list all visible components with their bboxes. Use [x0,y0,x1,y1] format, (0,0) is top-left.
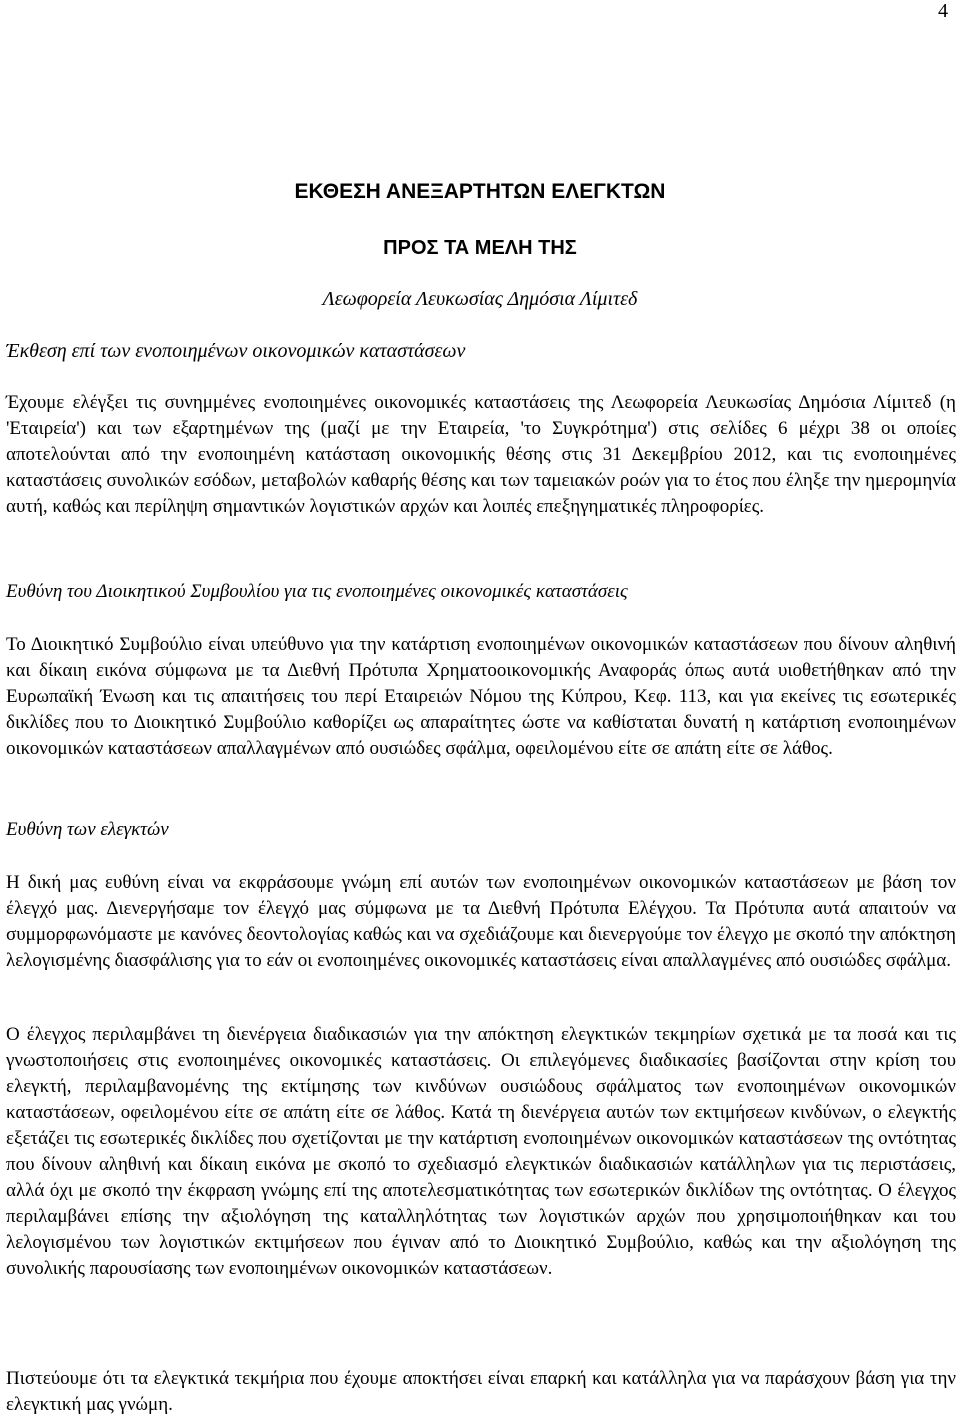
auditors-paragraph-1: Η δική μας ευθύνη είναι να εκφράσουμε γνώμη επί αυτών των ενοποιημένων οικονομικών καταστάσεων με βάση τον έλεγχό μας. Διενεργήσαμε τον έλεγχό μας σύμφωνα με τα Διεθνή Πρότυπα Ελέγχου. Τα Πρότυπα αυτά απαιτούν να συμμορφωνόμαστε με κανόνες δεοντολογίας καθώς και να σχεδιάζουμε και διενεργούμε τον έλεγχο με σκοπό την απόκτηση λελογισμένης διασφάλισης για το εάν οι ενοποιημένες οικονομικές καταστάσεις είναι απαλλαγμένες από ουσιώδες σφάλμα. [6,872,956,971]
auditors-paragraph-2: Ο έλεγχος περιλαμβάνει τη διενέργεια διαδικασιών για την απόκτηση ελεγκτικών τεκμηρίων σχετικά με τα ποσά και τις γνωστοποιήσεις στις ενοποιημένες οικονομικές καταστάσεις. Οι επιλεγόμενες διαδικασίες βασίζονται στην κρίση του ελεγκτή, περιλαμβανομένης της εκτίμησης των κινδύνων ουσιώδους σφάλματος των ενοποιημένων οικονομικών καταστάσεων, οφειλομένου είτε σε απάτη είτε σε λάθος. Κατά τη διενέργεια αυτών των εκτιμήσεων κινδύνων, ο ελεγκτής εξετάζει τις εσωτερικές δικλίδες που σχετίζονται με την κατάρτιση ενοποιημένων οικονομικών καταστάσεων της οντότητας που δίνουν αληθινή και δίκαιη εικόνα με σκοπό το σχεδιασμό ελεγκτικών διαδικασιών κατάλληλων για τις περιστάσεις, αλλά όχι με σκοπό την έκφραση γνώμης επί της αποτελεσματικότητας των εσωτερικών δικλίδων της οντότητας. Ο έλεγχος περιλαμβάνει επίσης την αξιολόγηση της καταλληλότητας των λογιστικών αρχών που χρησιμοποιήθηκαν και του λελογισμένου των λογιστικών εκτιμήσεων που έγιναν από το Διοικητικό Συμβούλιο, καθώς και την αξιολόγηση της συνολικής παρουσίασης των ενοποιημένων οικονομικών καταστάσεων. [6,1024,956,1279]
auditors-responsibility-heading: Ευθύνη των ελεγκτών [6,819,169,840]
board-responsibility-heading: Ευθύνη του Διοικητικού Συμβουλίου για τις ενοποιημένες οικονομικές καταστάσεις [6,581,628,602]
report-title: ΕΚΘΕΣΗ ΑΝΕΞΑΡΤΗΤΩΝ ΕΛΕΓΚΤΩΝ [294,180,666,203]
page-number: 4 [938,0,948,22]
auditors-paragraph-3: Πιστεύουμε ότι τα ελεγκτικά τεκμήρια που έχουμε αποκτήσει είναι επαρκή και κατάλληλα για να παράσχουν βάση για την ελεγκτική μας γνώμη. [6,1368,956,1415]
company-name: Λεωφορεία Λευκωσίας Δημόσια Λίμιτεδ [322,288,638,310]
report-addressee: ΠΡΟΣ ΤΑ ΜΕΛΗ ΤΗΣ [383,237,577,259]
intro-paragraph: Έχουμε ελέγξει τις συνημμένες ενοποιημένες οικονομικές καταστάσεις της Λεωφορεία Λευκωσίας Δημόσια Λίμιτεδ (η 'Εταιρεία') και των εξαρτημένων της (μαζί με την Εταιρεία, 'το Συγκρότημα') στις σελίδες 6 μέχρι 38 οι οποίες αποτελούνται από την ενοποιημένη κατάσταση οικονομικής θέσης στις 31 Δεκεμβρίου 2012, και τις ενοποιημένες καταστάσεις συνολικών εσόδων, μεταβολών καθαρής θέσης και των ταμειακών ροών για το έτος που έληξε την ημερομηνία αυτή, καθώς και περίληψη σημαντικών λογιστικών αρχών και λοιπές επεξηγηματικές πληροφορίες. [6,392,956,517]
section-title-financial-statements: Έκθεση επί των ενοποιημένων οικονομικών καταστάσεων [6,340,466,362]
board-responsibility-paragraph: Το Διοικητικό Συμβούλιο είναι υπεύθυνο για την κατάρτιση ενοποιημένων οικονομικών καταστάσεων που δίνουν αληθινή και δίκαιη εικόνα σύμφωνα με τα Διεθνή Πρότυπα Χρηματοοικονομικής Αναφοράς όπως αυτά υιοθετήθηκαν από την Ευρωπαϊκή Ένωση και τις απαιτήσεις του περί Εταιρειών Νόμου της Κύπρου, Κεφ. 113, και για εκείνες τις εσωτερικές δικλίδες που το Διοικητικό Συμβούλιο καθορίζει ως απαραίτητες ώστε να καθίσταται δυνατή η κατάρτιση ενοποιημένων οικονομικών καταστάσεων απαλλαγμένων από ουσιώδες σφάλμα, οφειλομένου είτε σε απάτη είτε σε λάθος. [6,634,956,759]
